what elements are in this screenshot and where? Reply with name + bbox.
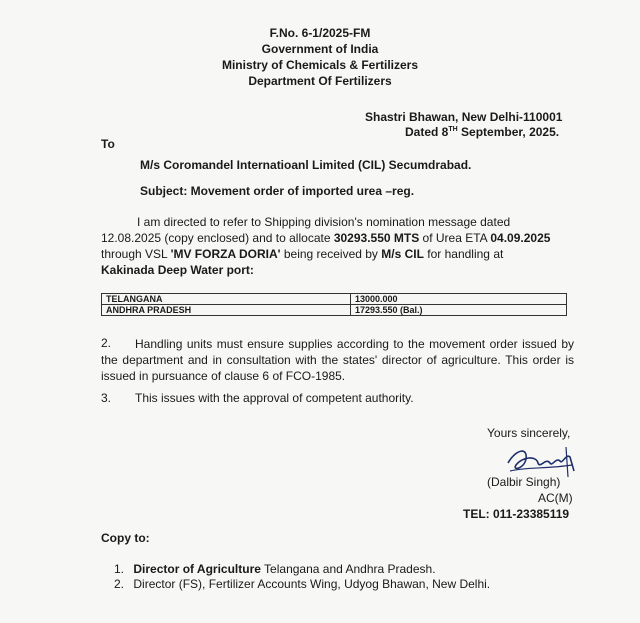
date-post: September, 2025. xyxy=(457,125,560,139)
table-cell-qty: 17293.550 (Bal.) xyxy=(351,305,567,316)
signatory-designation: AC(M) xyxy=(538,491,573,505)
para1-l2a: 12.08.2025 (copy enclosed) and to allocate xyxy=(101,231,334,245)
ministry-line: Ministry of Chemicals & Fertilizers xyxy=(221,58,419,72)
signatory-name: (Dalbir Singh) xyxy=(487,475,561,489)
table-row xyxy=(102,305,567,316)
paragraph-1 xyxy=(101,214,568,278)
paragraph-2: Handling units must ensure supplies according to the movement order issued by the department and in consultation with the states' director of agriculture. This order is issued in pursuance of clause 6 of FCO-1985. xyxy=(101,337,574,383)
table-cell-qty: 13000.000 xyxy=(351,294,567,305)
subject-line: Subject: Movement order of imported urea –reg. xyxy=(140,184,415,198)
para1-line1: I am directed to refer to Shipping division's nomination message dated xyxy=(137,215,511,229)
para1-line3 xyxy=(101,246,568,262)
date-sup: TH xyxy=(448,126,458,133)
para1-eta: 04.09.2025 xyxy=(490,231,551,245)
para1-l2c: of Urea ETA xyxy=(419,231,491,245)
para1-vessel: 'MV FORZA DORIA' xyxy=(170,247,281,261)
para1-l3e: for handling at xyxy=(423,247,504,261)
addressee: M/s Coromandel Internatioanl Limited (CIL) Secumdrabad. xyxy=(140,158,472,172)
para1-company: M/s CIL xyxy=(381,247,424,261)
govt-line: Government of India xyxy=(261,42,379,56)
para2-number: 2. xyxy=(101,336,112,350)
copy-item-text: Telangana and Andhra Pradesh. xyxy=(260,562,436,576)
copy-item-bold: Director of Agriculture xyxy=(133,562,261,576)
file-number: F.No. 6-1/2025-FM xyxy=(269,26,371,40)
para1-l3a: through VSL xyxy=(101,247,171,261)
to-label: To xyxy=(101,137,115,151)
closing: Yours sincerely, xyxy=(487,426,571,440)
para1-line2 xyxy=(101,230,568,246)
table-cell-state: TELANGANA xyxy=(102,294,351,305)
copy-item-text: Director (FS), Fertilizer Accounts Wing, Udyog Bhawan, New Delhi. xyxy=(133,577,491,591)
copy-item-number: 1. xyxy=(114,562,125,576)
list-item xyxy=(114,562,436,576)
copy-to-label: Copy to: xyxy=(101,531,150,545)
address-line: Shastri Bhawan, New Delhi-110001 xyxy=(365,110,563,124)
para1-l3c: being received by xyxy=(280,247,382,261)
para1-line4: Kakinada Deep Water port: xyxy=(101,263,254,277)
telephone: TEL: 011-23385119 xyxy=(463,507,570,521)
para1-quantity: 30293.550 MTS xyxy=(333,231,420,245)
department-line: Department Of Fertilizers xyxy=(248,74,392,88)
paragraph-3: This issues with the approval of competent authority. xyxy=(135,391,414,405)
para3-number: 3. xyxy=(101,391,112,405)
allocation-table xyxy=(101,293,567,316)
date-line xyxy=(405,125,559,139)
copy-item-number: 2. xyxy=(114,577,125,591)
date-pre: Dated 8 xyxy=(405,125,449,139)
table-row xyxy=(102,294,567,305)
table-cell-state: ANDHRA PRADESH xyxy=(102,305,351,316)
list-item xyxy=(114,577,490,591)
